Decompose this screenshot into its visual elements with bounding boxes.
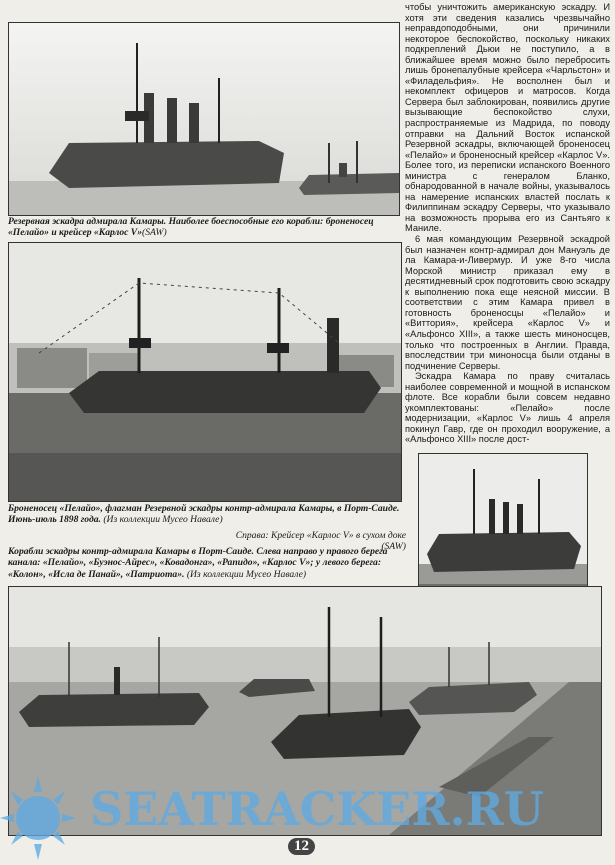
article-paragraph: Эскадра Камара по праву считалась наиболее современной и мощной в испанском флоте. Все корабли были совсем недавно укомплектованы: «Пелайо» после модернизации, «Карлос V» лишь 4 апреля покинул Гавр, где он проходил вооружение, а «Альфонсо XIII» после дост- (405, 371, 610, 445)
caption-text: Броненосец «Пелайо», флагман Резервной эскадры контр-адмирала Камары, в Порт-Саиде. Июнь-июль 1898 года. (8, 503, 400, 526)
photo-pelayo-port-said (8, 242, 402, 502)
caption-source: (SAW) (381, 541, 406, 553)
caption-text: Резервная эскадра адмирала Камары. Наиболее боеспособные его корабли: броненосец «Пелайо» и крейсер «Карлос V» (8, 216, 374, 239)
watermark-text: SEATRACKER.RU (90, 782, 544, 836)
page-number: 12 (288, 838, 315, 855)
caption-source: (Из коллекции Мусео Навале) (186, 568, 307, 580)
caption-photo-reserve-squadron (8, 216, 400, 239)
caption-photo-pelayo (8, 503, 403, 526)
caption-text: Корабли эскадры контр-адмирала Камары в Порт-Саиде. Слева направо у правого берега канала: «Пелайо», «Буэнос-Айрес», «Ковадонга», «Рапидо», «Карлос V»; у левого берега: «Колон», «Исла де Панай», «Патриота». (8, 546, 388, 580)
caption-source: (Из коллекции Мусео Навале) (103, 514, 223, 526)
article-text-column (405, 2, 610, 445)
caption-photo-squadron-port-said (8, 546, 408, 580)
caption-source: (SAW) (142, 227, 167, 239)
caption-text: Справа: Крейсер «Карлос V» в сухом доке (235, 530, 406, 541)
article-paragraph: чтобы уничтожить американскую эскадру. И хотя эти сведения казались чрезвычайно неправдоподобными, они причинили некоторое беспокойство, поскольку никаких подкреплений Дьюи не поступило, а в ближайшее время можно было перебросить лишь бронепалубные крейсера «Чарльстон» и «Филадельфия». Не восполнен был и некомплект офицеров и матросов. Когда Сервера был заблокирован, появились другие вызывающие беспокойство слухи, распространяемые из Мадрида, по поводу отправки на Дальний Восток испанской Резервной эскадры, включающей броненосец «Пелайо» и броненосный крейсер «Карлос V». Более того, из переписки испанского Военного министра с генералом Бланко, обнародованной в начале войны, указывалось на намерение испанских властей послать к Филиппинам эскадру Серверы, что указывало на возможность прорыва его из Сантьяго к Маниле. (405, 2, 610, 234)
photo-reserve-squadron (8, 22, 400, 216)
article-paragraph: 6 мая командующим Резервной эскадрой был назначен контр-адмирал дон Мануэль де ла Камара-и-Ливермур. И уже 8-го числа Морской министр приказал ему в десятидневный срок подготовить свою эскадру к выполнению пока еще неясной миссии. В соответствии с этим Камара привел в готовность броненосцы «Пелайо» и «Виттория», крейсера «Карлос V» и «Альфонсо XIII», а также шесть миноносцев, только что построенных в Англии. Правда, впоследствии три миноносца были отданы в подчинение Серверы. (405, 234, 610, 371)
